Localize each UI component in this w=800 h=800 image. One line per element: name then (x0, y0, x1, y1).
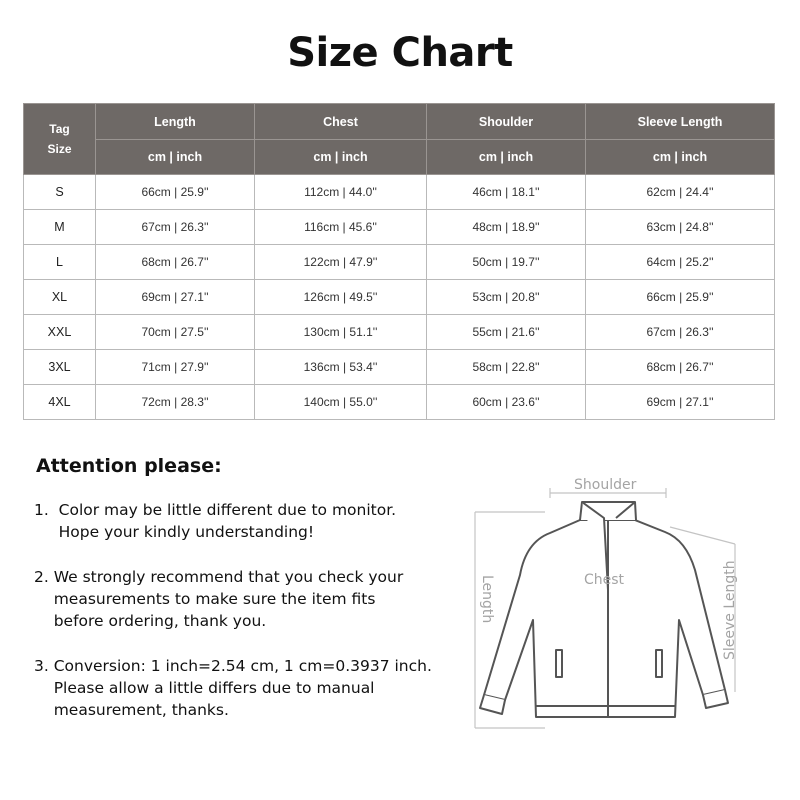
size-table (23, 103, 775, 420)
shoulder-label: Shoulder (574, 477, 637, 493)
measurement-cell: 67cm | 26.3'' (96, 210, 255, 245)
unit-header: cm | inch (427, 140, 586, 175)
measurement-cell: 126cm | 49.5'' (255, 280, 427, 315)
size-cell: XXL (24, 315, 96, 350)
measurement-cell: 50cm | 19.7'' (427, 245, 586, 280)
measurement-cell: 60cm | 23.6'' (427, 385, 586, 420)
table-row (24, 350, 775, 385)
size-cell: 4XL (24, 385, 96, 420)
tag-size-header: Tag Size (24, 104, 96, 175)
note-color: 1. Color may be little different due to monitor. Hope your kindly understanding! (34, 501, 397, 541)
measurement-cell: 136cm | 53.4'' (255, 350, 427, 385)
jacket-measurement-diagram (470, 470, 760, 740)
measurement-cell: 122cm | 47.9'' (255, 245, 427, 280)
measurement-cell: 69cm | 27.1'' (586, 385, 775, 420)
measurement-cell: 68cm | 26.7'' (586, 350, 775, 385)
table-row (24, 210, 775, 245)
measurement-cell: 140cm | 55.0'' (255, 385, 427, 420)
measurement-cell: 69cm | 27.1'' (96, 280, 255, 315)
chest-label: Chest (584, 572, 625, 588)
table-row (24, 245, 775, 280)
table-row (24, 315, 775, 350)
unit-header: cm | inch (586, 140, 775, 175)
measurement-cell: 116cm | 45.6'' (255, 210, 427, 245)
measurement-cell: 72cm | 28.3'' (96, 385, 255, 420)
table-row (24, 175, 775, 210)
sleeve-length-label: Sleeve Length (722, 560, 738, 660)
measurement-cell: 130cm | 51.1'' (255, 315, 427, 350)
column-header-length: Length (96, 104, 255, 140)
size-cell: XL (24, 280, 96, 315)
notes-title: Attention please: (36, 455, 222, 477)
table-row (24, 385, 775, 420)
length-label: Length (479, 575, 495, 624)
measurement-cell: 66cm | 25.9'' (96, 175, 255, 210)
attention-notes (34, 455, 454, 744)
measurement-cell: 62cm | 24.4'' (586, 175, 775, 210)
measurement-cell: 71cm | 27.9'' (96, 350, 255, 385)
size-cell: 3XL (24, 350, 96, 385)
column-header-chest: Chest (255, 104, 427, 140)
column-header-sleeve-length: Sleeve Length (586, 104, 775, 140)
measurement-cell: 68cm | 26.7'' (96, 245, 255, 280)
note-measure: 2. We strongly recommend that you check your measurements to make sure the item fits before ordering, thank you. (34, 568, 404, 630)
table-row (24, 280, 775, 315)
measurement-cell: 70cm | 27.5'' (96, 315, 255, 350)
measurement-cell: 48cm | 18.9'' (427, 210, 586, 245)
measurement-cell: 55cm | 21.6'' (427, 315, 586, 350)
measurement-cell: 46cm | 18.1'' (427, 175, 586, 210)
page-title: Size Chart (287, 30, 513, 76)
measurement-cell: 53cm | 20.8'' (427, 280, 586, 315)
column-header-shoulder: Shoulder (427, 104, 586, 140)
unit-header: cm | inch (96, 140, 255, 175)
measurement-cell: 63cm | 24.8'' (586, 210, 775, 245)
measurement-cell: 67cm | 26.3'' (586, 315, 775, 350)
size-cell: L (24, 245, 96, 280)
jacket-outline (480, 502, 728, 717)
measurement-cell: 64cm | 25.2'' (586, 245, 775, 280)
unit-header: cm | inch (255, 140, 427, 175)
measurement-cell: 112cm | 44.0'' (255, 175, 427, 210)
measurement-cell: 58cm | 22.8'' (427, 350, 586, 385)
note-conversion: 3. Conversion: 1 inch=2.54 cm, 1 cm=0.3937 inch. Please allow a little differs due to manual measurement, thanks. (34, 657, 432, 719)
size-cell: M (24, 210, 96, 245)
size-cell: S (24, 175, 96, 210)
measurement-cell: 66cm | 25.9'' (586, 280, 775, 315)
